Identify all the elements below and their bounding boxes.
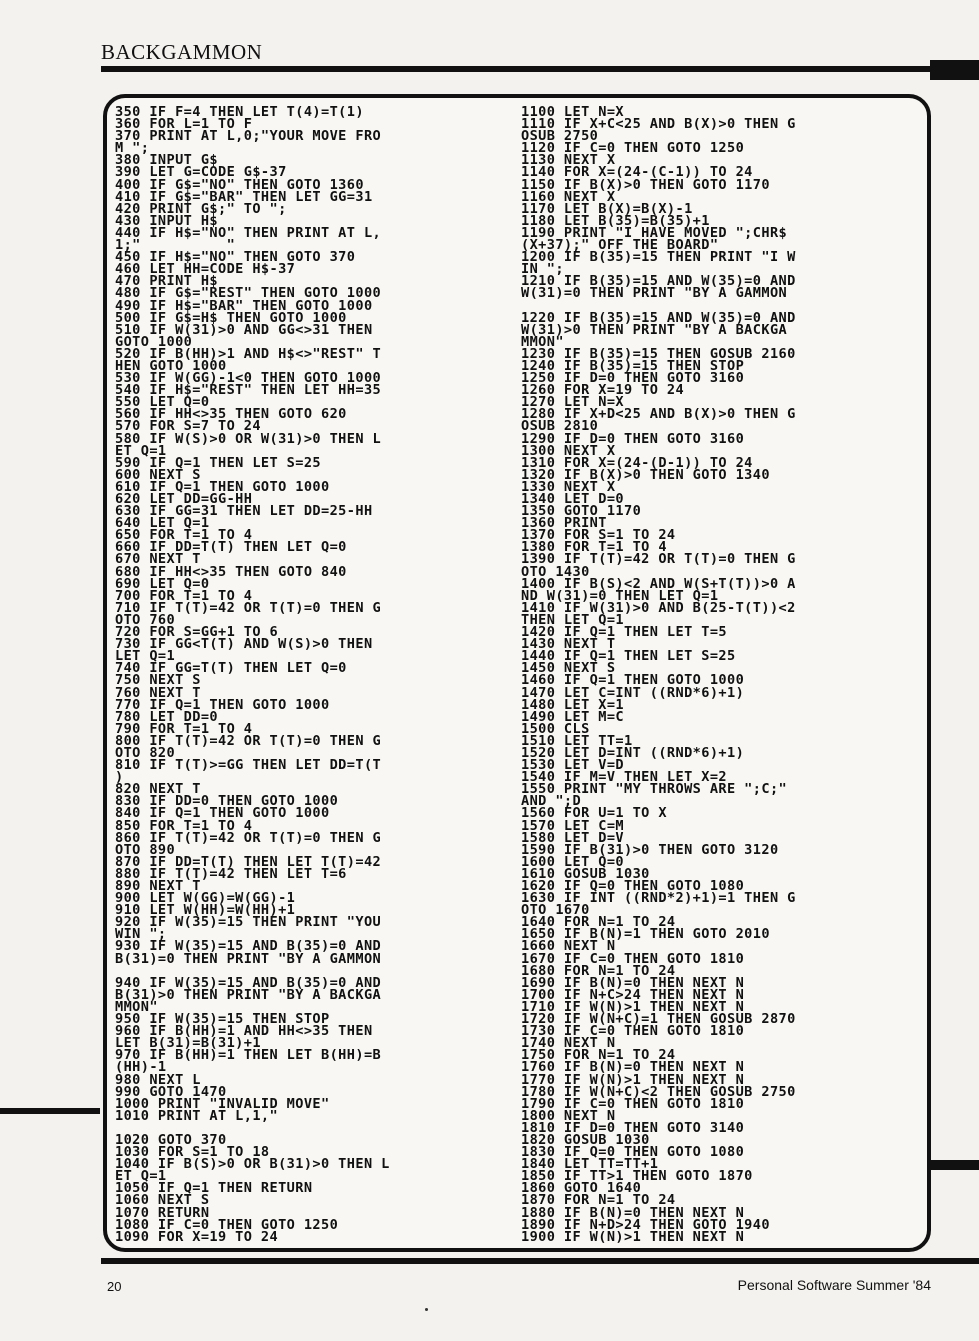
code-line: W(31)=0 THEN PRINT "BY A GAMMON <box>521 285 788 302</box>
code-line: 480 IF G$="REST" THEN GOTO 1000 <box>115 285 382 302</box>
page-number: 20 <box>107 1279 122 1294</box>
code-line: 1190 PRINT "I HAVE MOVED ";CHR$ <box>521 224 788 241</box>
code-line: 1500 CLS <box>521 720 590 737</box>
code-line: 1750 FOR N=1 TO 24 <box>521 1047 676 1064</box>
code-line: 1690 IF B(N)=0 THEN NEXT N <box>521 974 745 991</box>
code-line: 780 LET DD=0 <box>115 708 219 725</box>
code-line: 940 IF W(35)=15 AND B(35)=0 AND <box>115 974 382 991</box>
code-line: 510 IF W(31)>0 AND GG<>31 THEN <box>115 321 373 338</box>
code-line: 820 NEXT T <box>115 781 201 798</box>
page-header: BACKGAMMON <box>101 40 263 64</box>
code-line: 440 IF H$="NO" THEN PRINT AT L, <box>115 224 382 241</box>
code-line: 400 IF G$="NO" THEN GOTO 1360 <box>115 176 364 193</box>
code-line: 580 IF W(S)>0 OR W(31)>0 THEN L <box>115 430 382 447</box>
code-line: 380 INPUT G$ <box>115 152 219 169</box>
code-line: 1790 IF C=0 THEN GOTO 1810 <box>521 1095 745 1112</box>
code-line: 880 IF T(T)=42 THEN LET T=6 <box>115 865 347 882</box>
code-line: 1630 IF INT ((RND*2)+1)=1 THEN G <box>521 890 796 907</box>
code-line: 1100 LET N=X <box>521 104 625 120</box>
code-line: GOTO 1000 <box>115 333 193 350</box>
code-line: MMON" <box>115 998 158 1015</box>
code-line: 760 NEXT T <box>115 684 201 701</box>
right-edge-bar <box>930 1160 979 1170</box>
code-line: 1350 GOTO 1170 <box>521 503 642 520</box>
code-line: 1110 IF X+C<25 AND B(X)>0 THEN G <box>521 116 796 133</box>
code-line: 390 LET G=CODE G$-37 <box>115 164 287 181</box>
code-line: WIN "; <box>115 926 167 943</box>
code-line: 1160 NEXT X <box>521 188 616 205</box>
code-line: 1580 LET D=V <box>521 829 625 846</box>
code-line: 1810 IF D=0 THEN GOTO 3140 <box>521 1119 745 1136</box>
code-line: IN "; <box>521 261 564 278</box>
code-line: 630 IF GG=31 THEN LET DD=25-HH <box>115 503 373 520</box>
code-line: 970 IF B(HH)=1 THEN LET B(HH)=B <box>115 1047 382 1064</box>
code-line: OSUB 2810 <box>521 418 599 435</box>
code-line: 620 LET DD=GG-HH <box>115 491 253 507</box>
code-line: 1430 NEXT T <box>521 636 616 653</box>
code-line: 870 IF DD=T(T) THEN LET T(T)=42 <box>115 853 382 870</box>
code-line: 720 FOR S=GG+1 TO 6 <box>115 624 279 641</box>
code-line: 1490 LET M=C <box>521 708 625 725</box>
code-line: 660 IF DD=T(T) THEN LET Q=0 <box>115 539 347 556</box>
code-line: 350 IF F=4 THEN LET T(4)=T(1) <box>115 104 364 120</box>
code-line: 680 IF HH<>35 THEN GOTO 840 <box>115 563 347 580</box>
code-line: 1140 FOR X=(24-(C-1)) TO 24 <box>521 164 753 181</box>
code-line: 1820 GOSUB 1030 <box>521 1131 650 1148</box>
code-line: 980 NEXT L <box>115 1071 201 1088</box>
code-line: 530 IF W(GG)-1<0 THEN GOTO 1000 <box>115 370 382 387</box>
code-line: 560 IF HH<>35 THEN GOTO 620 <box>115 406 347 423</box>
code-line: 1080 IF C=0 THEN GOTO 1250 <box>115 1216 339 1233</box>
code-line: 1070 RETURN <box>115 1204 210 1221</box>
code-line: (X+37);" OFF THE BOARD" <box>521 237 719 254</box>
code-line: ND W(31)=0 THEN LET Q=1 <box>521 587 719 604</box>
code-line: 1;" " <box>115 237 236 254</box>
code-line: 460 LET HH=CODE H$-37 <box>115 261 296 278</box>
code-line: 1440 IF Q=1 THEN LET S=25 <box>521 648 736 665</box>
code-line: 990 GOTO 1470 <box>115 1083 227 1100</box>
code-line: OTO 1430 <box>521 563 590 580</box>
code-line: 1880 IF B(N)=0 THEN NEXT N <box>521 1204 745 1221</box>
code-line: 1700 IF N+C>24 THEN NEXT N <box>521 986 745 1003</box>
code-line: 1450 NEXT S <box>521 660 616 677</box>
code-line: 1320 IF B(X)>0 THEN GOTO 1340 <box>521 466 770 483</box>
code-line: 1680 FOR N=1 TO 24 <box>521 962 676 979</box>
code-line: 1740 NEXT N <box>521 1035 616 1052</box>
print-speck <box>425 1308 428 1311</box>
code-line: 1400 IF B(S)<2 AND W(S+T(T))>0 A <box>521 575 796 592</box>
code-line: M "; <box>115 140 150 157</box>
code-line: 800 IF T(T)=42 OR T(T)=0 THEN G <box>115 732 382 749</box>
left-edge-bar <box>0 1108 100 1114</box>
code-line: 1030 FOR S=1 TO 18 <box>115 1144 270 1161</box>
code-line: 1540 IF M=V THEN LET X=2 <box>521 769 728 786</box>
code-line: 1310 FOR X=(24-(D-1)) TO 24 <box>521 454 753 471</box>
code-line: 1590 IF B(31)>0 THEN GOTO 3120 <box>521 841 779 858</box>
code-line: 1220 IF B(35)=15 AND W(35)=0 AND <box>521 309 796 326</box>
code-line: 770 IF Q=1 THEN GOTO 1000 <box>115 696 330 713</box>
code-line: 410 IF G$="BAR" THEN LET GG=31 <box>115 188 373 205</box>
code-line: 950 IF W(35)=15 THEN STOP <box>115 1011 330 1028</box>
code-line: 1570 LET C=M <box>521 817 625 834</box>
code-line: 1720 IF W(N+C)=1 THEN GOSUB 2870 <box>521 1011 796 1028</box>
code-line: 740 IF GG=T(T) THEN LET Q=0 <box>115 660 347 677</box>
code-line: 850 FOR T=1 TO 4 <box>115 817 253 834</box>
code-line: 1050 IF Q=1 THEN RETURN <box>115 1180 313 1197</box>
code-line: 1730 IF C=0 THEN GOTO 1810 <box>521 1023 745 1040</box>
code-line: 1170 LET B(X)=B(X)-1 <box>521 200 693 217</box>
listing-column-right <box>521 106 916 1243</box>
code-line: 1610 GOSUB 1030 <box>521 865 650 882</box>
code-line: 550 LET Q=0 <box>115 394 210 411</box>
code-line: OTO 1670 <box>521 902 590 919</box>
code-line: B(31)>0 THEN PRINT "BY A BACKGA <box>115 986 382 1003</box>
listing-column-left <box>115 106 510 1243</box>
code-line: 1340 LET D=0 <box>521 491 625 507</box>
code-line: 450 IF H$="NO" THEN GOTO 370 <box>115 249 356 266</box>
code-line: 1780 IF W(N+C)<2 THEN GOSUB 2750 <box>521 1083 796 1100</box>
code-line: 1060 NEXT S <box>115 1192 210 1209</box>
code-line: 1520 LET D=INT ((RND*6)+1) <box>521 744 745 761</box>
code-line: LET Q=1 <box>115 648 176 665</box>
code-line: 610 IF Q=1 THEN GOTO 1000 <box>115 478 330 495</box>
code-line: 1510 LET TT=1 <box>521 732 633 749</box>
code-line: 1860 GOTO 1640 <box>521 1180 642 1197</box>
code-line: 910 LET W(HH)=W(HH)+1 <box>115 902 296 919</box>
code-line: 670 NEXT T <box>115 551 201 568</box>
code-line: HEN GOTO 1000 <box>115 357 227 374</box>
code-line: MMON" <box>521 333 564 350</box>
code-line: 1090 FOR X=19 TO 24 <box>115 1228 279 1245</box>
code-line: 730 IF GG<T(T) AND W(S)>0 THEN <box>115 636 373 653</box>
code-line: THEN LET Q=1 <box>521 611 625 628</box>
code-line: ET Q=1 <box>115 442 167 459</box>
code-line: 1560 FOR U=1 TO X <box>521 805 667 822</box>
code-line: 1850 IF TT>1 THEN GOTO 1870 <box>521 1168 753 1185</box>
code-line: 500 IF G$=H$ THEN GOTO 1000 <box>115 309 347 326</box>
code-line: 1020 GOTO 370 <box>115 1131 227 1148</box>
code-line: 1280 IF X+D<25 AND B(X)>0 THEN G <box>521 406 796 423</box>
code-line: 1300 NEXT X <box>521 442 616 459</box>
code-line: 1270 LET N=X <box>521 394 625 411</box>
code-line: LET B(31)=B(31)+1 <box>115 1035 261 1052</box>
code-line: 1530 LET V=D <box>521 757 625 774</box>
code-line: 360 FOR L=1 TO F <box>115 116 253 133</box>
code-line: 1710 IF W(N)>1 THEN NEXT N <box>521 998 745 1015</box>
code-line: W(31)>0 THEN PRINT "BY A BACKGA <box>521 321 788 338</box>
code-line: 1770 IF W(N)>1 THEN NEXT N <box>521 1071 745 1088</box>
code-line: 1620 IF Q=0 THEN GOTO 1080 <box>521 878 745 894</box>
code-line: 1290 IF D=0 THEN GOTO 3160 <box>521 430 745 447</box>
code-line: AND ";D <box>521 793 582 810</box>
code-line: 1250 IF D=0 THEN GOTO 3160 <box>521 370 745 387</box>
code-line: 1420 IF Q=1 THEN LET T=5 <box>521 624 728 641</box>
code-line: 1760 IF B(N)=0 THEN NEXT N <box>521 1059 745 1076</box>
code-line: 590 IF Q=1 THEN LET S=25 <box>115 454 322 471</box>
code-line: 1010 PRINT AT L,1," <box>115 1107 279 1124</box>
code-line: 370 PRINT AT L,0;"YOUR MOVE FRO <box>115 128 382 145</box>
code-line: 1600 LET Q=0 <box>521 853 625 870</box>
code-line: 810 IF T(T)>=GG THEN LET DD=T(T <box>115 757 382 774</box>
code-line: 1550 PRINT "MY THROWS ARE ";C;" <box>521 781 788 798</box>
code-line: 890 NEXT T <box>115 878 201 894</box>
code-line: 1120 IF C=0 THEN GOTO 1250 <box>521 140 745 157</box>
code-line: 600 NEXT S <box>115 466 201 483</box>
top-rule <box>101 66 979 72</box>
code-line: 1360 PRINT <box>521 515 607 532</box>
code-line: 1890 IF N+D>24 THEN GOTO 1940 <box>521 1216 770 1233</box>
code-line: 1480 LET X=1 <box>521 696 625 713</box>
code-line: 1260 FOR X=19 TO 24 <box>521 382 685 399</box>
code-line: 790 FOR T=1 TO 4 <box>115 720 253 737</box>
code-line: 1240 IF B(35)=15 THEN STOP <box>521 357 745 374</box>
code-line: 430 INPUT H$ <box>115 212 219 229</box>
code-line: 1040 IF B(S)>0 OR B(31)>0 THEN L <box>115 1156 390 1173</box>
code-line: ) <box>115 769 124 786</box>
code-line: 700 FOR T=1 TO 4 <box>115 587 253 604</box>
code-line: ET Q=1 <box>115 1168 167 1185</box>
code-line: 570 FOR S=7 TO 24 <box>115 418 261 435</box>
code-line: 1870 FOR N=1 TO 24 <box>521 1192 676 1209</box>
code-line: 420 PRINT G$;" TO "; <box>115 200 287 217</box>
code-line: 1800 NEXT N <box>521 1107 616 1124</box>
bottom-rule <box>101 1258 979 1264</box>
code-line: 1200 IF B(35)=15 THEN PRINT "I W <box>521 249 796 266</box>
code-line: 1380 FOR T=1 TO 4 <box>521 539 667 556</box>
code-line: 1840 LET TT=TT+1 <box>521 1156 659 1173</box>
code-line: 960 IF B(HH)=1 AND HH<>35 THEN <box>115 1023 373 1040</box>
code-line: 1670 IF C=0 THEN GOTO 1810 <box>521 950 745 967</box>
code-line: 860 IF T(T)=42 OR T(T)=0 THEN G <box>115 829 382 846</box>
code-line: 840 IF Q=1 THEN GOTO 1000 <box>115 805 330 822</box>
code-line: 930 IF W(35)=15 AND B(35)=0 AND <box>115 938 382 955</box>
footer-publication: Personal Software Summer '84 <box>737 1277 931 1293</box>
code-line: 1390 IF T(T)=42 OR T(T)=0 THEN G <box>521 551 796 568</box>
code-line: 1180 LET B(35)=B(35)+1 <box>521 212 710 229</box>
code-line: 1660 NEXT N <box>521 938 616 955</box>
code-line: 640 LET Q=1 <box>115 515 210 532</box>
code-line: 490 IF H$="BAR" THEN GOTO 1000 <box>115 297 373 314</box>
code-line: 1900 IF W(N)>1 THEN NEXT N <box>521 1228 745 1245</box>
code-line: 1470 LET C=INT ((RND*6)+1) <box>521 684 745 701</box>
code-line: 1830 IF Q=0 THEN GOTO 1080 <box>521 1144 745 1161</box>
top-edge-bar <box>930 60 979 80</box>
code-line: 1410 IF W(31)>0 AND B(25-T(T))<2 <box>521 599 796 616</box>
code-line: 1000 PRINT "INVALID MOVE" <box>115 1095 330 1112</box>
code-line: 1640 FOR N=1 TO 24 <box>521 914 676 931</box>
code-line: 1370 FOR S=1 TO 24 <box>521 527 676 544</box>
code-line: OTO 760 <box>115 611 176 628</box>
code-line: 540 IF H$="REST" THEN LET HH=35 <box>115 382 382 399</box>
code-line: 920 IF W(35)=15 THEN PRINT "YOU <box>115 914 382 931</box>
code-line: B(31)=0 THEN PRINT "BY A GAMMON <box>115 950 382 967</box>
code-line: 900 LET W(GG)=W(GG)-1 <box>115 890 296 907</box>
code-line: (HH)-1 <box>115 1059 167 1076</box>
code-line: 520 IF B(HH)>1 AND H$<>"REST" T <box>115 345 382 362</box>
program-listing <box>103 94 931 1252</box>
code-line: 830 IF DD=0 THEN GOTO 1000 <box>115 793 339 810</box>
code-line: 750 NEXT S <box>115 672 201 689</box>
code-line: OTO 890 <box>115 841 176 858</box>
code-line: 1150 IF B(X)>0 THEN GOTO 1170 <box>521 176 770 193</box>
code-line: OTO 820 <box>115 744 176 761</box>
code-line: 1130 NEXT X <box>521 152 616 169</box>
code-line: 1460 IF Q=1 THEN GOTO 1000 <box>521 672 745 689</box>
code-line: 1330 NEXT X <box>521 478 616 495</box>
code-line: 1650 IF B(N)=1 THEN GOTO 2010 <box>521 926 770 943</box>
code-line: 1210 IF B(35)=15 AND W(35)=0 AND <box>521 273 796 290</box>
code-line: 690 LET Q=0 <box>115 575 210 592</box>
code-line: 650 FOR T=1 TO 4 <box>115 527 253 544</box>
code-line: OSUB 2750 <box>521 128 599 145</box>
code-line: 710 IF T(T)=42 OR T(T)=0 THEN G <box>115 599 382 616</box>
code-line: 1230 IF B(35)=15 THEN GOSUB 2160 <box>521 345 796 362</box>
code-line: 470 PRINT H$ <box>115 273 219 290</box>
